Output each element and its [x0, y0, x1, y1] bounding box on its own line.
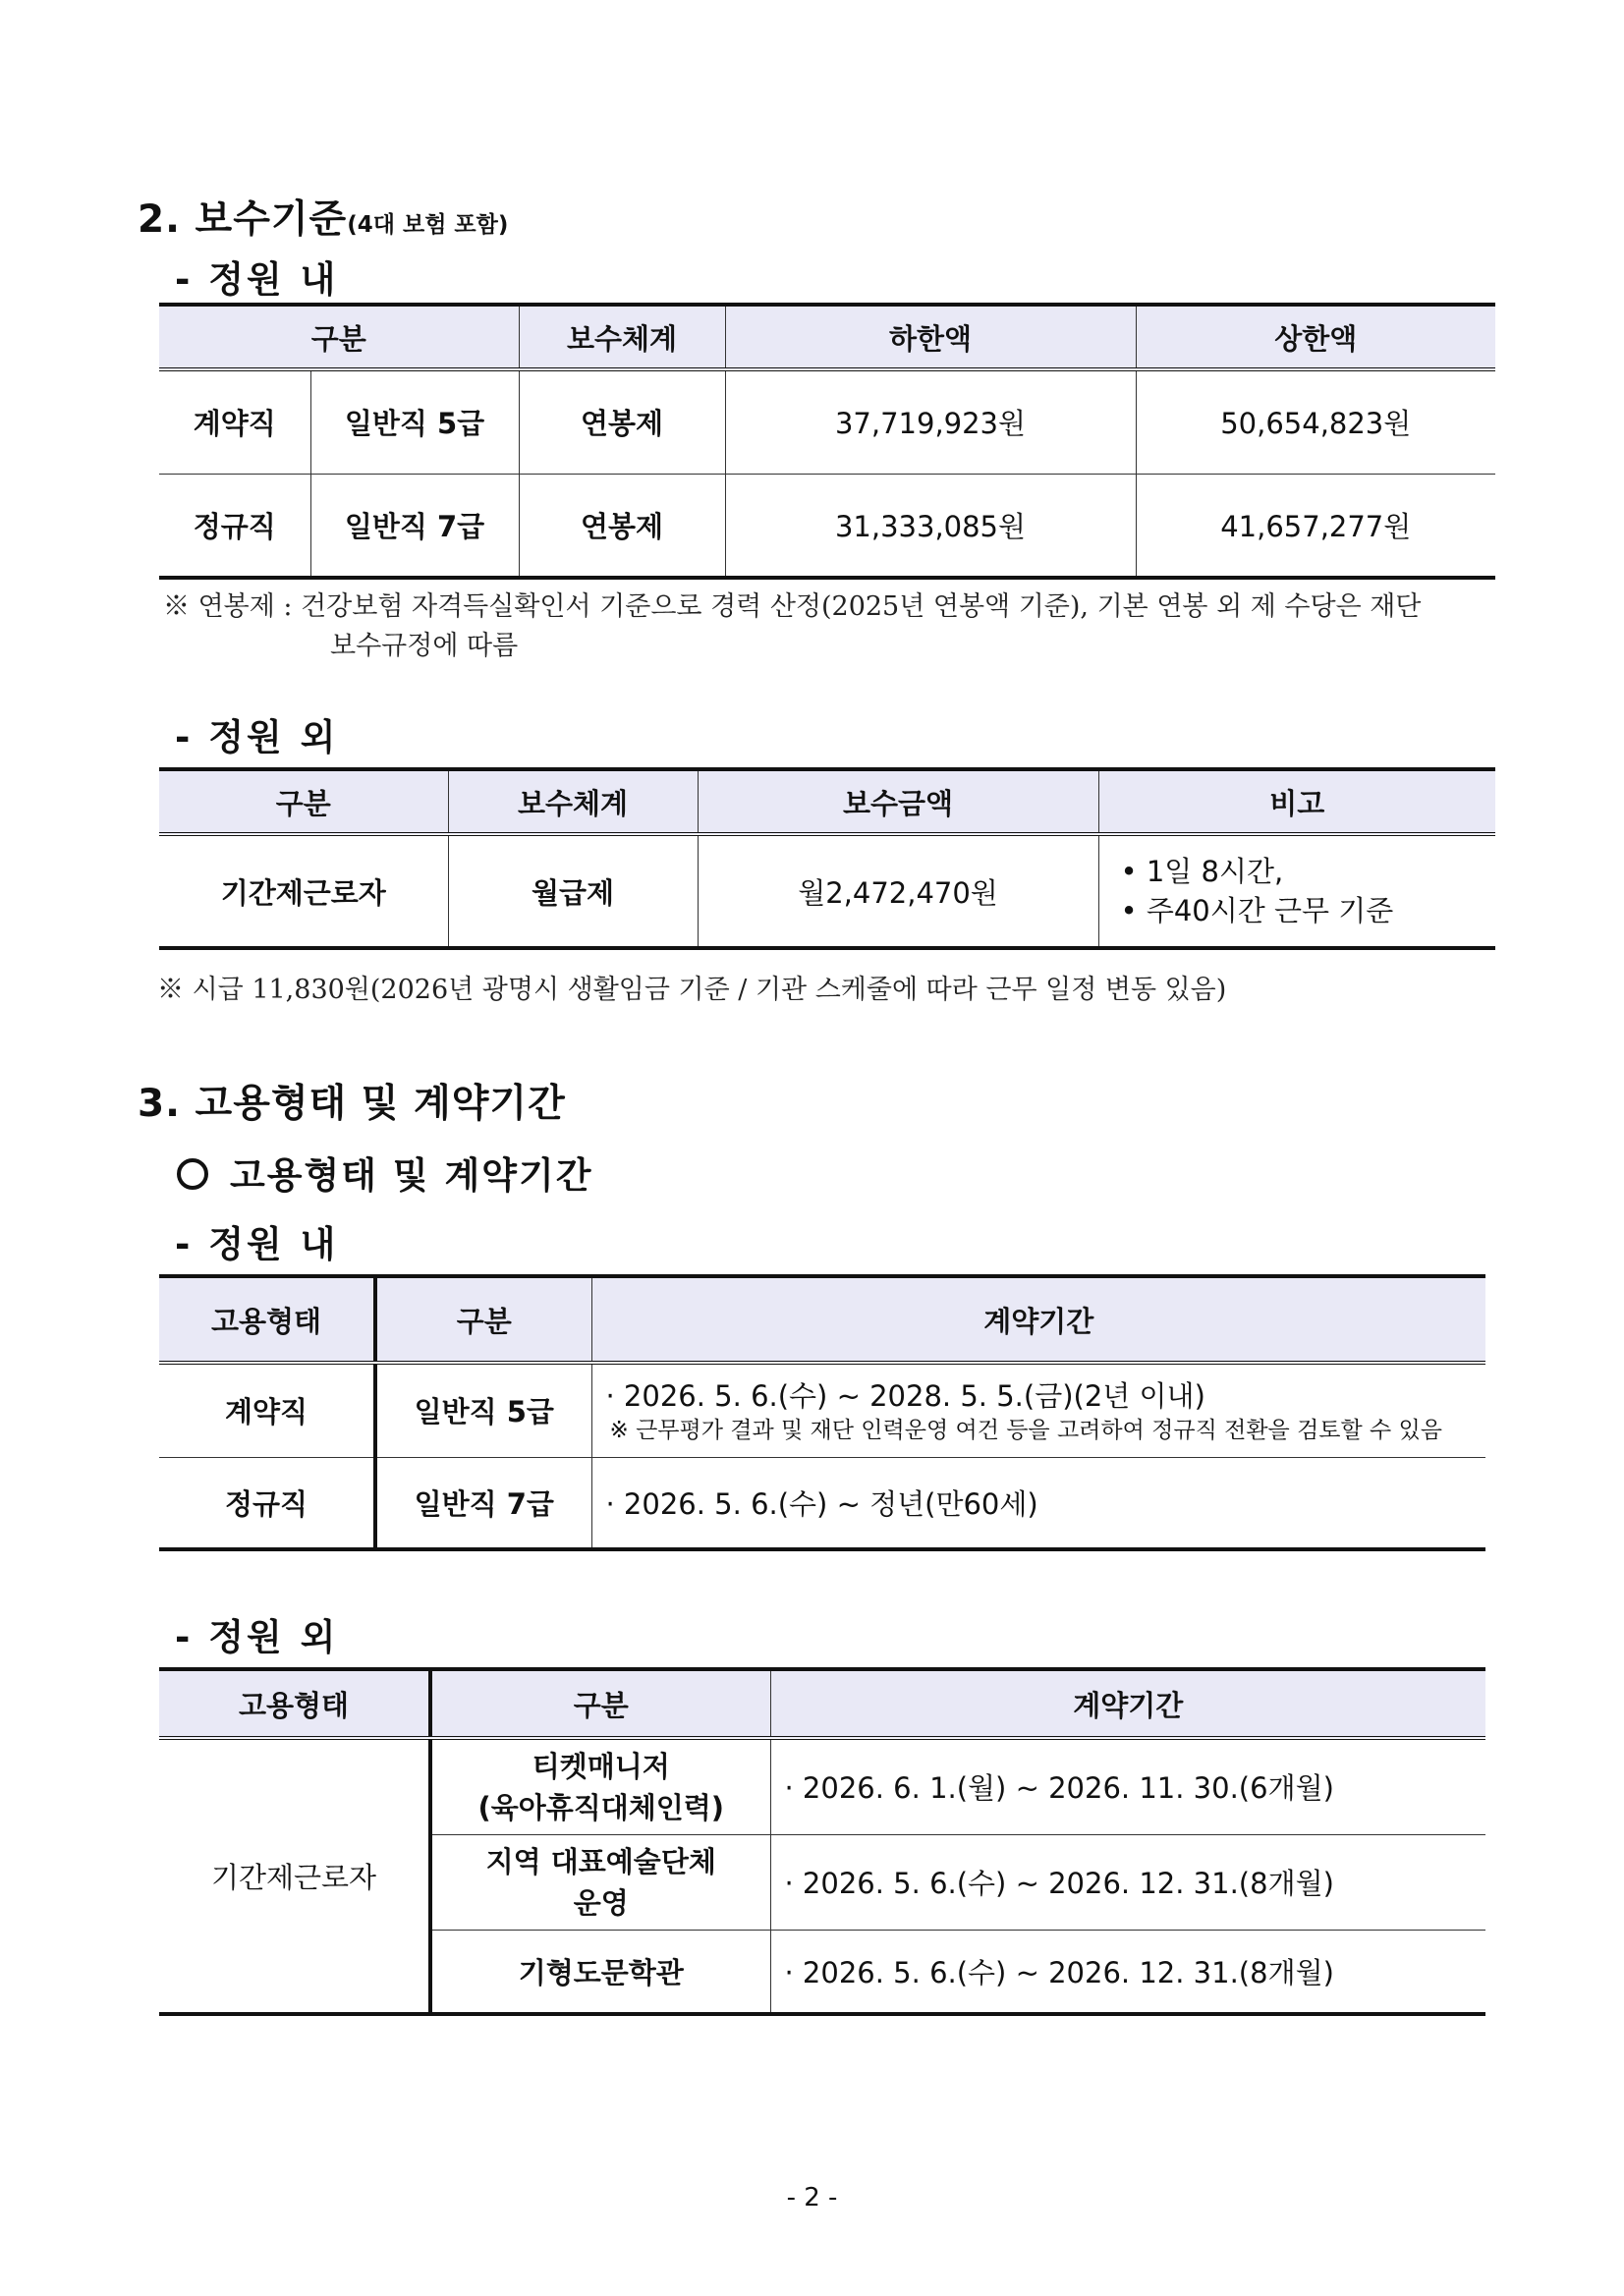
salary-outside-note: ※ 시급 11,830원(2026년 광명시 생활임금 기준 / 기관 스케줄에 따라 근무 일정 변동 있음) [157, 975, 1227, 1005]
system-cell: 월급제 [448, 834, 698, 948]
max-cell: 41,657,277원 [1136, 474, 1495, 578]
section-2-outside-heading: - 정원 외 [175, 716, 339, 758]
table-row [159, 1363, 1485, 1457]
period-note: ※ 근무평가 결과 및 재단 인력운영 여건 등을 고려하여 정규직 전환을 검토할 수 있음 [609, 1417, 1443, 1443]
table-header-row [159, 1276, 1485, 1363]
remark-line: • 주40시간 근무 기준 [1120, 894, 1394, 927]
section-2-title-text: 2. 보수기준 [138, 197, 348, 242]
table-header-row [159, 1669, 1485, 1738]
remark-line: • 1일 8시간, [1120, 855, 1284, 888]
circle-bullet-icon [177, 1158, 208, 1190]
type-cell: 기간제근로자 [159, 834, 448, 948]
section-2-title [138, 189, 508, 244]
system-cell: 연봉제 [519, 474, 725, 578]
period-cell: · 2026. 5. 6.(수) ~ 2026. 12. 31.(8개월) [770, 1930, 1485, 2014]
circle-heading-text: 고용형태 및 계약기간 [230, 1154, 593, 1197]
section-3-inside-heading: - 정원 내 [175, 1223, 339, 1265]
table-row [159, 369, 1495, 474]
table-row [159, 1738, 1485, 1834]
min-cell: 31,333,085원 [725, 474, 1136, 578]
header-cell: 보수금액 [698, 769, 1098, 834]
header-cell: 구분 [430, 1669, 770, 1738]
division-cell: 기형도문학관 [430, 1930, 770, 2014]
table-row [159, 1457, 1485, 1549]
system-cell: 연봉제 [519, 369, 725, 474]
header-cell: 보수체계 [519, 305, 725, 369]
type-cell: 정규직 [159, 474, 310, 578]
header-cell: 구분 [159, 305, 519, 369]
header-cell: 비고 [1098, 769, 1495, 834]
section-3-circle-heading [177, 1146, 592, 1199]
header-cell: 보수체계 [448, 769, 698, 834]
section-2-title-suffix: (4대 보험 포함) [347, 212, 509, 238]
grade-cell: 일반직 7급 [375, 1457, 591, 1549]
period-cell [591, 1363, 1485, 1457]
period-cell: · 2026. 5. 6.(수) ~ 2026. 12. 31.(8개월) [770, 1834, 1485, 1930]
grade-cell: 일반직 5급 [375, 1363, 591, 1457]
type-cell: 계약직 [159, 369, 310, 474]
header-cell: 계약기간 [770, 1669, 1485, 1738]
salary-outside-table [159, 767, 1495, 950]
contract-outside-table [159, 1667, 1485, 2016]
section-2-inside-heading: - 정원 내 [175, 258, 339, 301]
table-header-row [159, 305, 1495, 369]
period-cell: · 2026. 5. 6.(수) ~ 정년(만60세) [591, 1457, 1485, 1549]
header-cell: 구분 [375, 1276, 591, 1363]
type-cell: 계약직 [159, 1363, 375, 1457]
note-line: 보수규정에 따름 [330, 631, 519, 661]
page-number: - 2 - [786, 2183, 838, 2212]
min-cell: 37,719,923원 [725, 369, 1136, 474]
table-header-row [159, 769, 1495, 834]
remark-cell [1098, 834, 1495, 948]
division-line: 운영 [573, 1885, 629, 1920]
period-cell: · 2026. 6. 1.(월) ~ 2026. 11. 30.(6개월) [770, 1738, 1485, 1834]
period-text: · 2026. 5. 6.(수) ~ 2028. 5. 5.(금)(2년 이내) [605, 1378, 1205, 1413]
header-cell: 상한액 [1136, 305, 1495, 369]
header-cell: 구분 [159, 769, 448, 834]
header-cell: 계약기간 [591, 1276, 1485, 1363]
note-line: ※ 연봉제 : 건강보험 자격득실확인서 기준으로 경력 산정(2025년 연봉액 기준), 기본 연봉 외 제 수당은 재단 [163, 591, 1422, 622]
contract-inside-table [159, 1274, 1485, 1551]
max-cell: 50,654,823원 [1136, 369, 1495, 474]
table-row [159, 834, 1495, 948]
header-cell: 고용형태 [159, 1276, 375, 1363]
section-3-outside-heading: - 정원 외 [175, 1616, 339, 1658]
division-cell [430, 1834, 770, 1930]
salary-inside-note [163, 588, 1509, 666]
grade-cell: 일반직 5급 [310, 369, 519, 474]
section-3-title: 3. 고용형태 및 계약기간 [138, 1082, 566, 1126]
header-cell: 하한액 [725, 305, 1136, 369]
grade-cell: 일반직 7급 [310, 474, 519, 578]
division-line: (육아휴직대체인력) [477, 1790, 725, 1824]
division-line: 지역 대표예술단체 [485, 1844, 716, 1878]
type-cell: 정규직 [159, 1457, 375, 1549]
division-cell [430, 1738, 770, 1834]
amount-cell: 월2,472,470원 [698, 834, 1098, 948]
salary-inside-table [159, 303, 1495, 580]
division-line: 티켓매니저 [532, 1749, 670, 1783]
table-row [159, 474, 1495, 578]
header-cell: 고용형태 [159, 1669, 430, 1738]
type-cell: 기간제근로자 [159, 1738, 430, 2014]
